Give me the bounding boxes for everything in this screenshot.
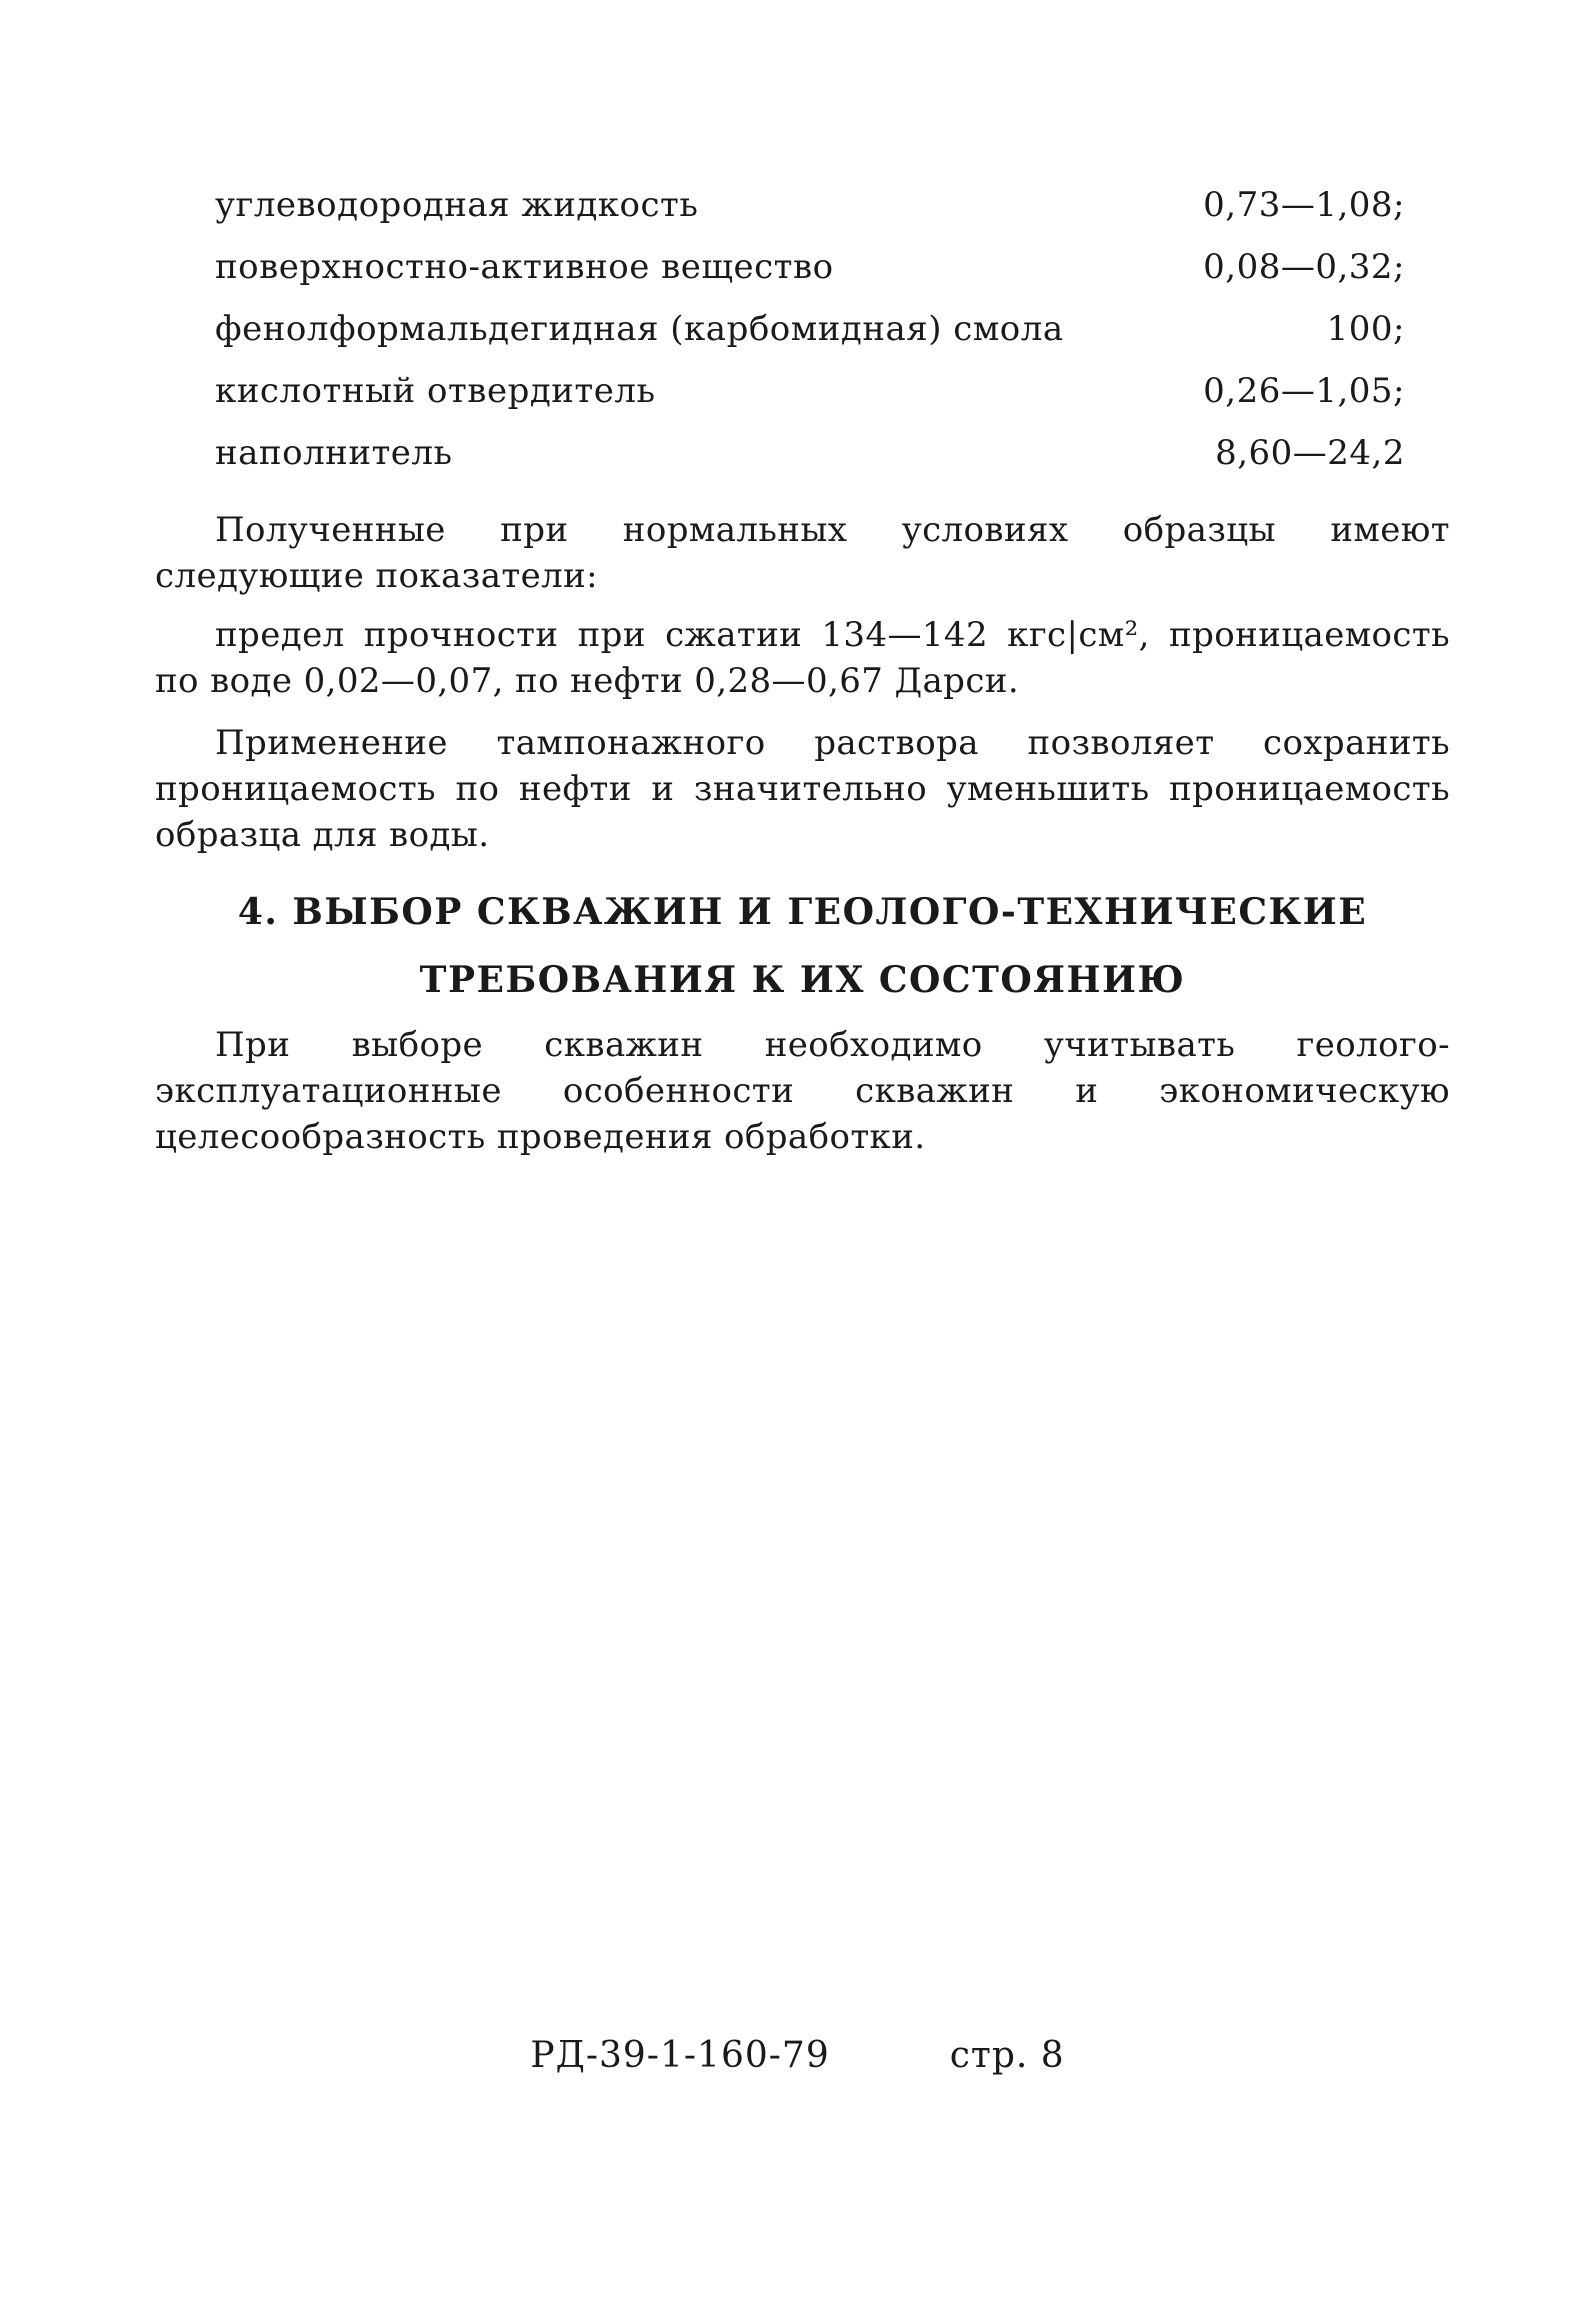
component-value: 0,08—0,32; (1203, 247, 1405, 287)
composition-row (215, 185, 1405, 247)
application-text: Применение тампонажного раствора позволяет сохранить проницаемость по нефти и значительно уменьшить проницаемость образца для воды. (155, 723, 1450, 855)
section-heading (155, 890, 1450, 1002)
samples-intro-paragraph (155, 507, 1450, 599)
component-name: фенолформальдегидная (карбомидная) смола (215, 309, 1064, 349)
strength-text: предел прочности при сжатии 134—142 кгс|см², проницаемость по воде 0,02—0,07, по нефти 0,28—0,67 Дарси. (155, 615, 1450, 701)
composition-list (215, 185, 1405, 495)
component-name: наполнитель (215, 433, 453, 473)
section-heading-line-2: ТРЕБОВАНИЯ К ИХ СОСТОЯНИЮ (419, 959, 1186, 1001)
composition-row (215, 309, 1405, 371)
document-code: РД-39-1-160-79 (530, 2035, 830, 2076)
section-body-paragraph (155, 1022, 1450, 1160)
composition-row (215, 371, 1405, 433)
component-name: углеводородная жидкость (215, 185, 699, 225)
application-paragraph (155, 720, 1450, 858)
component-value: 100; (1326, 309, 1405, 349)
component-name: кислотный отвердитель (215, 371, 656, 411)
strength-paragraph (155, 612, 1450, 704)
component-value: 0,26—1,05; (1203, 371, 1405, 411)
composition-row (215, 247, 1405, 309)
samples-intro-text: Полученные при нормальных условиях образцы имеют следующие показатели: (155, 510, 1450, 596)
page-number: стр. 8 (949, 2035, 1065, 2076)
component-name: поверхностно-активное вещество (215, 247, 834, 287)
section-body-text: При выборе скважин необходимо учитывать геолого-эксплуатационные особенности скважин и экономическую целесообразность проведения обработки. (155, 1025, 1450, 1157)
component-value: 8,60—24,2 (1215, 433, 1405, 473)
section-heading-line-1: 4. ВЫБОР СКВАЖИН И ГЕОЛОГО-ТЕХНИЧЕСКИЕ (237, 891, 1368, 933)
component-value: 0,73—1,08; (1203, 185, 1405, 225)
page-footer (0, 2035, 1595, 2076)
composition-row (215, 433, 1405, 495)
